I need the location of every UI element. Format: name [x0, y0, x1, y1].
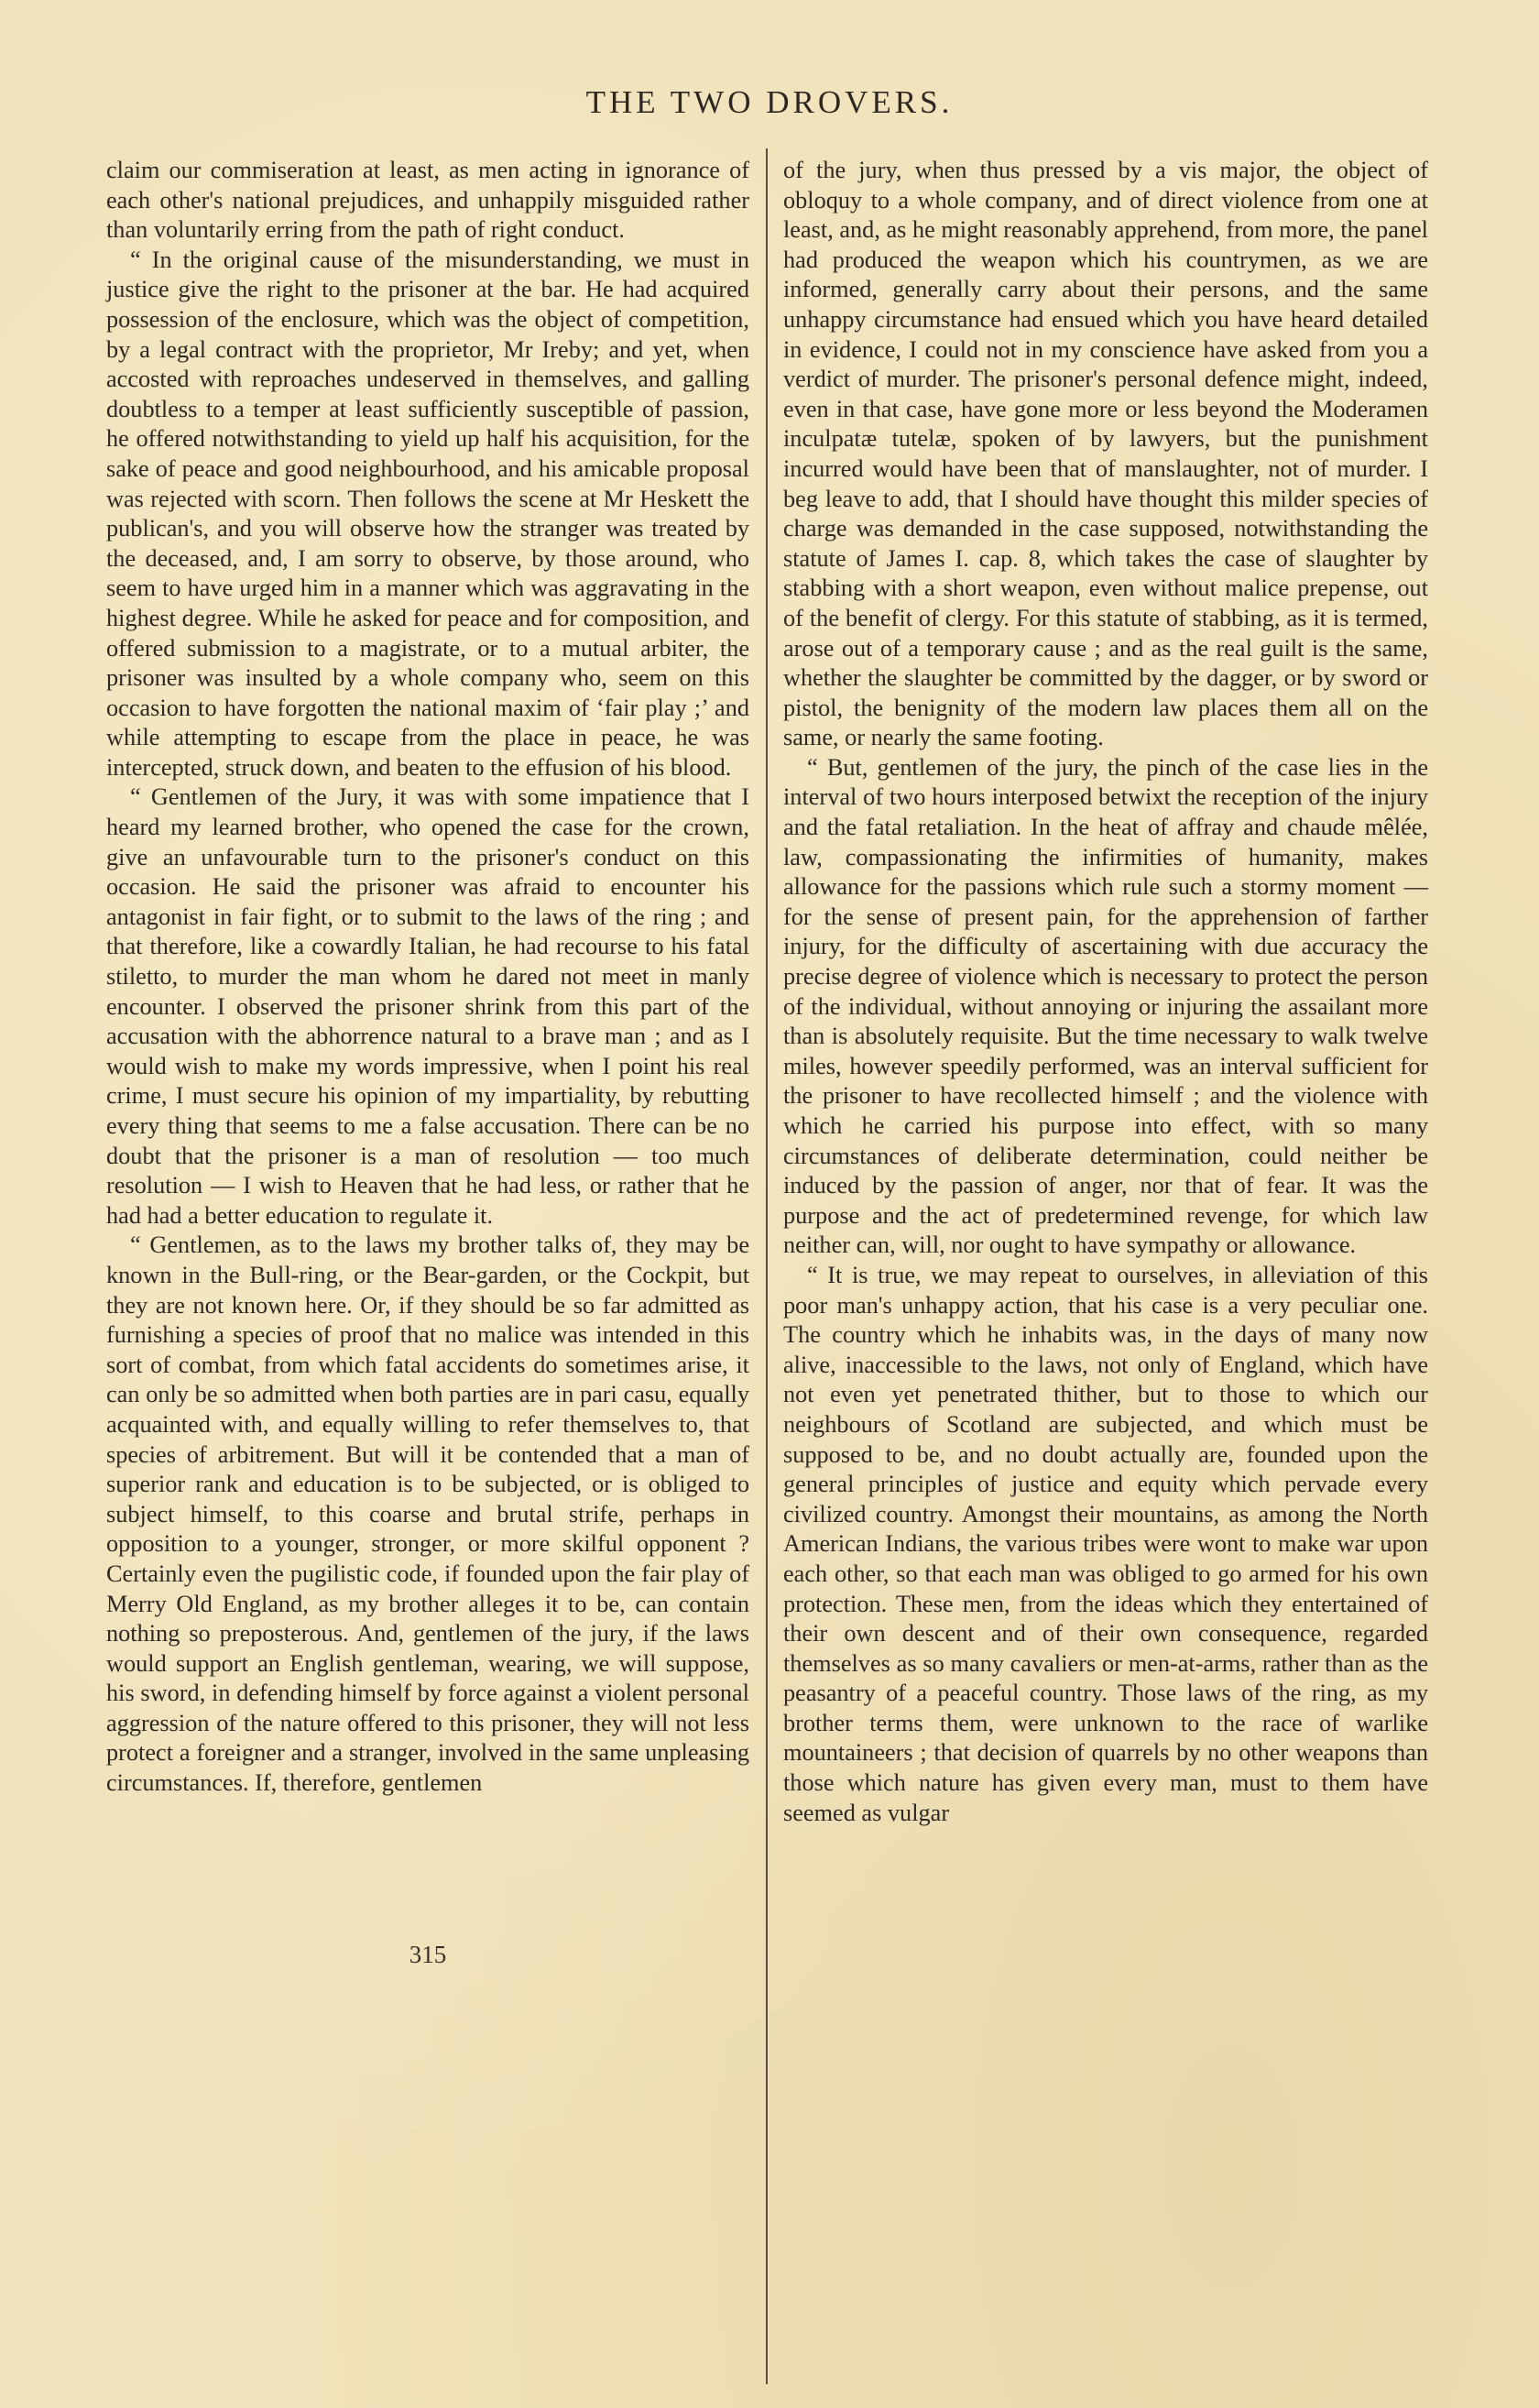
left-paragraph-4: “ Gentlemen, as to the laws my brother talks of, they may be known in the Bull-ring, or the Bear-garden, or the Cockpit, but they are not known here. Or, if they should be so far admitted as furnishing a species of proof that no malice was intended in this sort of combat, from which fatal accidents do sometimes arise, it can only be so admitted when both parties are in pari casu, equally acquainted with, and equally willing to refer themselves to, that species of arbitrement. But will it be contended that a man of superior rank and education is to be subjected, or is obliged to subject himself, to this coarse and brutal strife, perhaps in opposition to a younger, stronger, or more skilful opponent ? Certainly even the pugilistic code, if founded upon the fair play of Merry Old England, as my brother alleges it to be, can contain nothing so preposterous. And, gentlemen of the jury, if the laws would support an English gentleman, wearing, we will suppose, his sword, in defending himself by force against a violent personal aggression of the nature offered to this prisoner, they will not less protect a foreigner and a stranger, involved in the same unpleasing circumstances. If, therefore, gentlemen [106, 1231, 749, 1797]
right-paragraph-1: of the jury, when thus pressed by a vis major, the object of obloquy to a whole company, and of direct violence from one at least, and, as he might reasonably apprehend, from more, the panel had produced the weapon which his countrymen, as we are informed, generally carry about their persons, and the same unhappy circumstance had ensued which you have heard detailed in evidence, I could not in my conscience have asked from you a verdict of murder. The prisoner's personal defence might, indeed, even in that case, have gone more or less beyond the Moderamen inculpatæ tutelæ, spoken of by lawyers, but the punishment incurred would have been that of manslaughter, not of murder. I beg leave to add, that I should have thought this milder species of charge was demanded in the case supposed, notwithstanding the statute of James I. cap. 8, which takes the case of slaughter by stabbing with a short weapon, even without malice prepense, out of the benefit of clergy. For this statute of stabbing, as it is termed, arose out of a temporary cause ; and as the real guilt is the same, whether the slaughter be committed by the dagger, or by sword or pistol, the benignity of the modern law places them all on the same, or nearly the same footing. [783, 157, 1428, 751]
left-paragraph-3: “ Gentlemen of the Jury, it was with some impatience that I heard my learned brother, who opened the case for the crown, give an unfavourable turn to the prisoner's conduct on this occasion. He said the prisoner was afraid to encounter his antagonist in fair fight, or to submit to the laws of the ring ; and that therefore, like a cowardly Italian, he had recourse to his fatal stiletto, to murder the man whom he dared not meet in manly encounter. I observed the prisoner shrink from this part of the accusation with the abhorrence natural to a brave man ; and as I would wish to make my words impressive, when I point his real crime, I must secure his opinion of my impartiality, by rebutting every thing that seems to me a false accusation. There can be no doubt that the prisoner is a man of resolution — too much resolution — I wish to Heaven that he had less, or rather that he had had a better education to regulate it. [106, 783, 749, 1229]
right-paragraph-3: “ It is true, we may repeat to ourselves, in alleviation of this poor man's unhappy action, that his case is a very peculiar one. The country which he inhabits was, in the days of many now alive, inaccessible to the laws, not only of England, which have not even yet penetrated thither, but to those to which our neighbours of Scotland are subjected, and which must be supposed to be, and no doubt actually are, founded upon the general principles of justice and equity which pervade every civilized country. Amongst their mountains, as among the North American Indians, the various tribes were wont to make war upon each other, so that each man was obliged to go armed for his own protection. These men, from the ideas which they entertained of their own descent and of their own consequence, regarded themselves as so many cavaliers or men-at-arms, rather than as the peasantry of a peaceful country. Those laws of the ring, as my brother terms them, were unknown to the race of warlike mountaineers ; that decision of quarrels by no other weapons than those which nature has given every man, must to them have seemed as vulgar [783, 1261, 1428, 1826]
right-paragraph-2: “ But, gentlemen of the jury, the pinch of the case lies in the interval of two hours interposed betwixt the reception of the injury and the fatal retaliation. In the heat of affray and chaude mêlée, law, compassionating the infirmities of humanity, makes allowance for the passions which rule such a stormy moment — for the sense of present pain, for the apprehension of farther injury, for the difficulty of ascertaining with due accuracy the precise degree of violence which is necessary to protect the person of the individual, without annoying or injuring the assailant more than is absolutely requisite. But the time necessary to walk twelve miles, however speedily performed, was an interval sufficient for the prisoner to have recollected himself ; and the violence with which he carried his purpose into effect, with so many circumstances of deliberate determination, could neither be induced by the passion of anger, nor that of fear. It was the purpose and the act of predetermined revenge, for which law neither can, will, nor ought to have sympathy or allowance. [783, 753, 1428, 1259]
page-number: 315 [409, 1941, 447, 1968]
running-title: THE TWO DROVERS. [585, 84, 954, 120]
left-paragraph-2: “ In the original cause of the misunderstanding, we must in justice give the right to the prisoner at the bar. He had acquired possession of the enclosure, which was the object of competition, by a legal contract with the proprietor, Mr Ireby; and yet, when accosted with reproaches undeserved in themselves, and galling doubtless to a temper at least sufficiently susceptible of passion, he offered notwithstanding to yield up half his acquisition, for the sake of peace and good neighbourhood, and his amicable proposal was rejected with scorn. Then follows the scene at Mr Heskett the publican's, and you will observe how the stranger was treated by the deceased, and, I am sorry to observe, by those around, who seem to have urged him in a manner which was aggravating in the highest degree. While he asked for peace and for composition, and offered submission to a magistrate, or to a mutual arbiter, the prisoner was insulted by a whole company who, seem on this occasion to have forgotten the national maxim of ‘fair play ;’ and while attempting to escape from the place in peace, he was intercepted, struck down, and beaten to the effusion of his blood. [106, 246, 749, 781]
left-paragraph-1: claim our commiseration at least, as men acting in ignorance of each other's national prejudices, and unhappily misguided rather than voluntarily erring from the path of right conduct. [106, 157, 749, 244]
left-column [106, 156, 749, 1799]
right-column [783, 156, 1428, 1828]
column-divider [766, 148, 768, 2384]
